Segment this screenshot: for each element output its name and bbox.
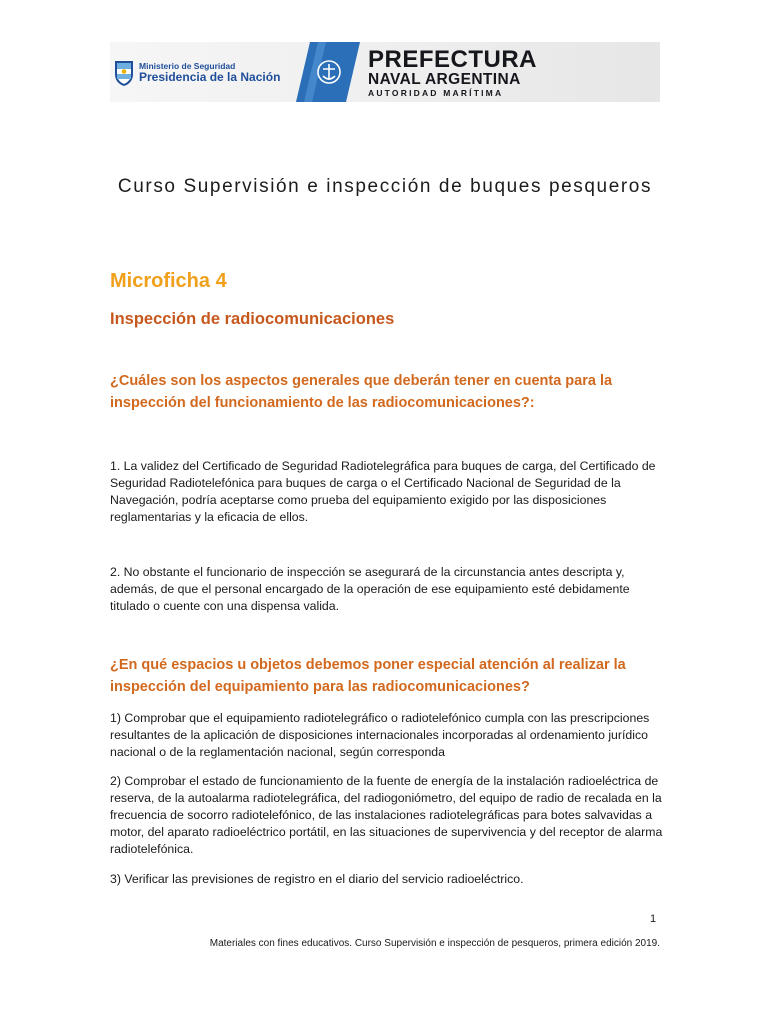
question-heading-2: ¿En qué espacios u objetos debemos poner especial atención al realizar la inspección del equipamiento para las radiocomunicaciones? [110, 657, 626, 695]
section-subtitle: Inspección de radiocomunicaciones [110, 310, 395, 328]
pna-authority: AUTORIDAD MARÍTIMA [368, 88, 504, 98]
pna-subtitle: NAVAL ARGENTINA [368, 71, 521, 88]
answer-list-item: 1) Comprobar que el equipamiento radiotelegráfico o radiotelefónico cumpla con las prescripciones resultantes de la aplicación de disposiciones internacionales incorporadas al ordenamiento jurídico nacional o de la reglamentación nacional, según corresponda [110, 711, 650, 759]
answer-paragraph: 2. No obstante el funcionario de inspección se asegurará de la circunstancia antes descripta y, además, de que el personal encargado de la operación de ese equipamiento esté debidamente titulado o cuente con una dispensa valida. [110, 565, 630, 613]
question-heading-1: ¿Cuáles son los aspectos generales que deberán tener en cuenta para la inspección del funcionamiento de las radiocomunicaciones?: [110, 373, 613, 411]
ministry-logo [114, 55, 280, 91]
answer-list-item: 2) Comprobar el estado de funcionamiento de la fuente de energía de la instalación radioeléctrica de reserva, de la autoalarma radiotelegráfica, del radiogoniómetro, del equipo de radio de recalada en la frecuencia de socorro radiotelefónico, de las instalaciones radiotelegráficas para botes salvavidas a motor, del aparato radioeléctrico portátil, en las situaciones de supervivencia y del receptor de alarma radiotelefónica. [110, 774, 663, 856]
pna-emblem-icon [296, 42, 360, 102]
footer-note: Materiales con fines educativos. Curso Supervisión e inspección de pesqueros, primera edición 2019. [209, 938, 660, 949]
page-number: 1 [650, 913, 657, 925]
header-banner [110, 42, 660, 102]
ministry-name: Ministerio de Seguridad [139, 61, 236, 72]
pna-logo [368, 46, 538, 98]
answer-list-item: 3) Verificar las previsiones de registro en el diario del servicio radioeléctrico. [110, 872, 524, 886]
pna-title: PREFECTURA [368, 46, 538, 73]
presidency-name: Presidencia de la Nación [139, 70, 281, 85]
microficha-heading: Microficha 4 [110, 270, 227, 292]
argentina-shield-icon [114, 60, 134, 86]
answer-paragraph: 1. La validez del Certificado de Seguridad Radiotelegráfica para buques de carga, del Certificado de Seguridad Radiotelefónica para buques de carga o el Certificado Nacional de Seguridad de la Navegación, podría aceptarse como prueba del equipamiento exigido por las disposiciones reglamentarias y la eficacia de ellos. [110, 459, 656, 524]
course-title: Curso Supervisión e inspección de buques pesqueros [117, 176, 653, 197]
